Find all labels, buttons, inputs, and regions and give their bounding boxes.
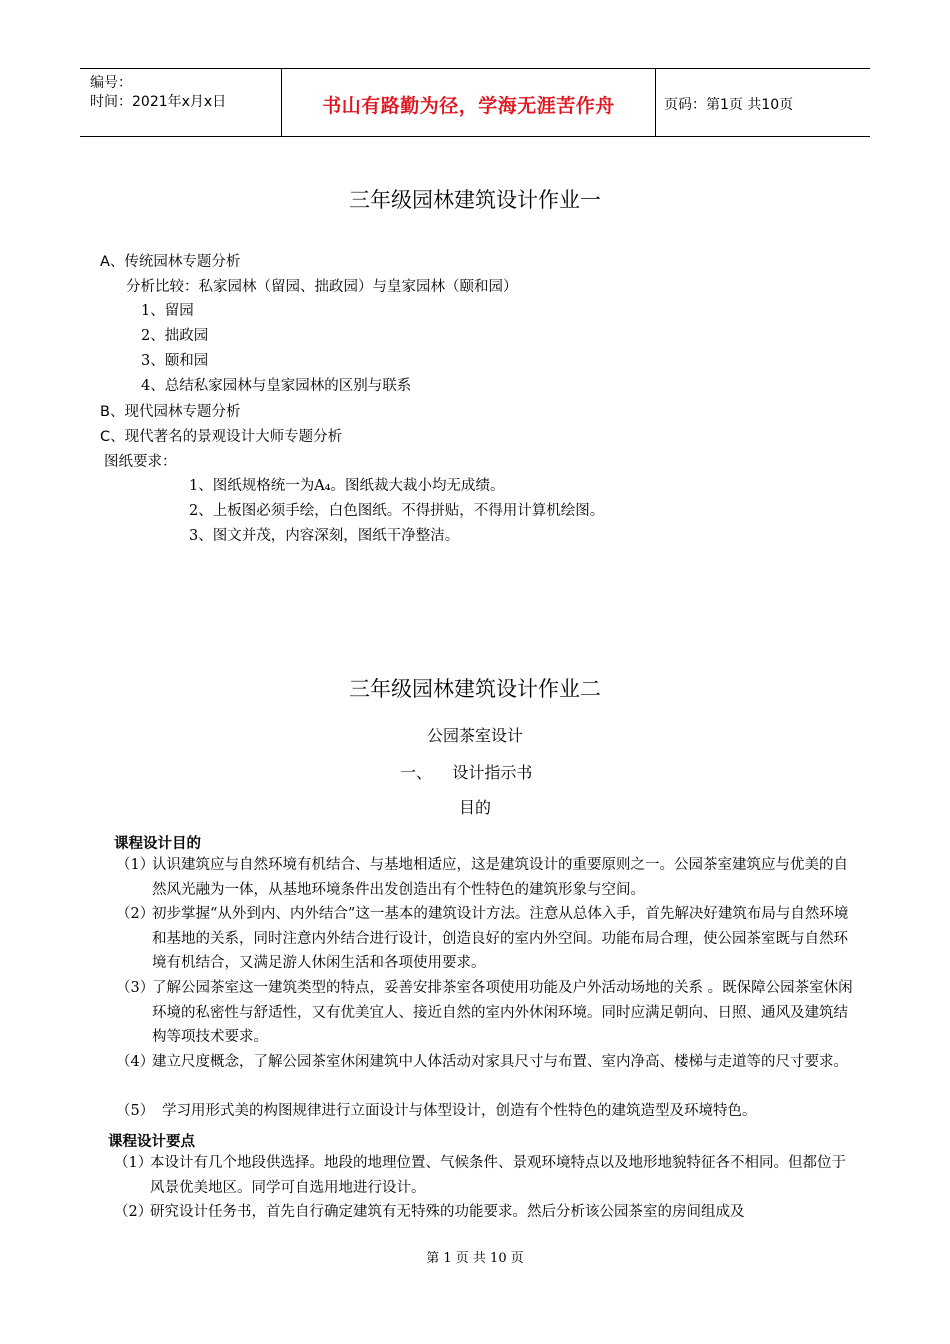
point-number: （1） <box>114 1155 153 1171</box>
goal-number: （4） <box>116 1054 155 1070</box>
page-info: 页码：第1页 共10页 <box>664 97 794 113</box>
header-meta-cell <box>80 69 281 136</box>
requirements-label: 图纸要求： <box>104 454 177 470</box>
time-label: 时间：2021年x月x日 <box>90 94 227 110</box>
goal-item <box>116 902 856 976</box>
goal-text: 建立尺度概念，了解公园茶室休闲建筑中人体活动对家具尺寸与布置、室内净高、楼梯与走道等的尺寸要求。 <box>152 1054 848 1070</box>
header-motto-cell <box>281 69 656 136</box>
goal-text: 初步掌握“从外到内、内外结合”这一基本的建筑设计方法。注意从总体入手，首先解决好建筑布局与自然环境和基地的关系，同时注意内外结合进行设计，创造良好的室内外空间。功能布局合理，使公园茶室既与自然环境有机结合，又满足游人休闲生活和各项使用要求。 <box>152 906 849 971</box>
point-number: （2） <box>114 1204 153 1220</box>
section-c-heading: C、现代著名的景观设计大师专题分析 <box>100 429 343 445</box>
goal-text: 学习用形式美的构图规律进行立面设计与体型设计，创造有个性特色的建筑造型及环境特色。 <box>162 1103 757 1119</box>
point-text: 研究设计任务书，首先自行确定建筑有无特殊的功能要求。然后分析该公园茶室的房间组成及 <box>150 1204 745 1220</box>
points-heading: 课程设计要点 <box>108 1134 195 1150</box>
compare-line: 分析比较：私家园林（留园、拙政园）与皇家园林（颐和园） <box>126 279 518 295</box>
requirement-item: 2、上板图必须手绘，白色图纸。不得拼贴，不得用计算机绘图。 <box>189 503 605 519</box>
goal-number: （2） <box>116 906 155 922</box>
goal-item <box>116 1099 856 1124</box>
section-b-heading: B、现代园林专题分析 <box>100 404 241 420</box>
header-page-cell <box>655 69 870 136</box>
section-a-heading: A、传统园林专题分析 <box>100 254 241 270</box>
goal-number: （5） <box>116 1103 155 1119</box>
list-item: 3、颐和园 <box>141 353 209 369</box>
purpose-heading: 目的 <box>458 798 491 817</box>
goal-number: （3） <box>116 980 155 996</box>
goal-item <box>116 976 856 1050</box>
point-text: 本设计有几个地段供选择。地段的地理位置、气候条件、景观环境特点以及地形地貌特征各不相同。但都位于风景优美地区。同学可自选用地进行设计。 <box>150 1155 846 1196</box>
section-one-heading: 一、 设计指示书 <box>400 763 533 782</box>
list-item: 4、总结私家园林与皇家园林的区别与联系 <box>141 378 412 394</box>
point-item <box>114 1200 856 1225</box>
page-header <box>80 68 870 137</box>
page-footer: 第 1 页 共 10 页 <box>426 1251 524 1266</box>
goal-heading: 课程设计目的 <box>114 836 201 852</box>
assignment2-title: 三年级园林建筑设计作业二 <box>349 677 601 701</box>
code-label: 编号： <box>90 75 132 91</box>
list-item: 1、留园 <box>141 303 194 319</box>
subtitle: 公园茶室设计 <box>426 726 523 745</box>
motto: 书山有路勤为径，学海无涯苦作舟 <box>322 95 615 117</box>
goal-number: （1） <box>116 857 155 873</box>
assignment1-title: 三年级园林建筑设计作业一 <box>349 188 601 212</box>
goal-item <box>116 1050 856 1099</box>
list-item: 2、拙政园 <box>141 328 209 344</box>
point-item <box>114 1151 856 1200</box>
goal-text: 了解公园茶室这一建筑类型的特点，妥善安排茶室各项使用功能及户外活动场地的关系 。既保障公园茶室休闲环境的私密性与舒适性，又有优美宜人、接近自然的室内外休闲环境。同时应满足朝向、日照、通风及建筑结构等项技术要求。 <box>152 980 853 1045</box>
goal-item <box>116 853 856 902</box>
requirement-item: 3、图文并茂，内容深刻，图纸干净整洁。 <box>189 528 460 544</box>
goal-text: 认识建筑应与自然环境有机结合、与基地相适应，这是建筑设计的重要原则之一。公园茶室建筑应与优美的自然风光融为一体，从基地环境条件出发创造出有个性特色的建筑形象与空间。 <box>152 857 848 898</box>
requirement-item: 1、图纸规格统一为A₄。图纸裁大裁小均无成绩。 <box>189 478 505 494</box>
